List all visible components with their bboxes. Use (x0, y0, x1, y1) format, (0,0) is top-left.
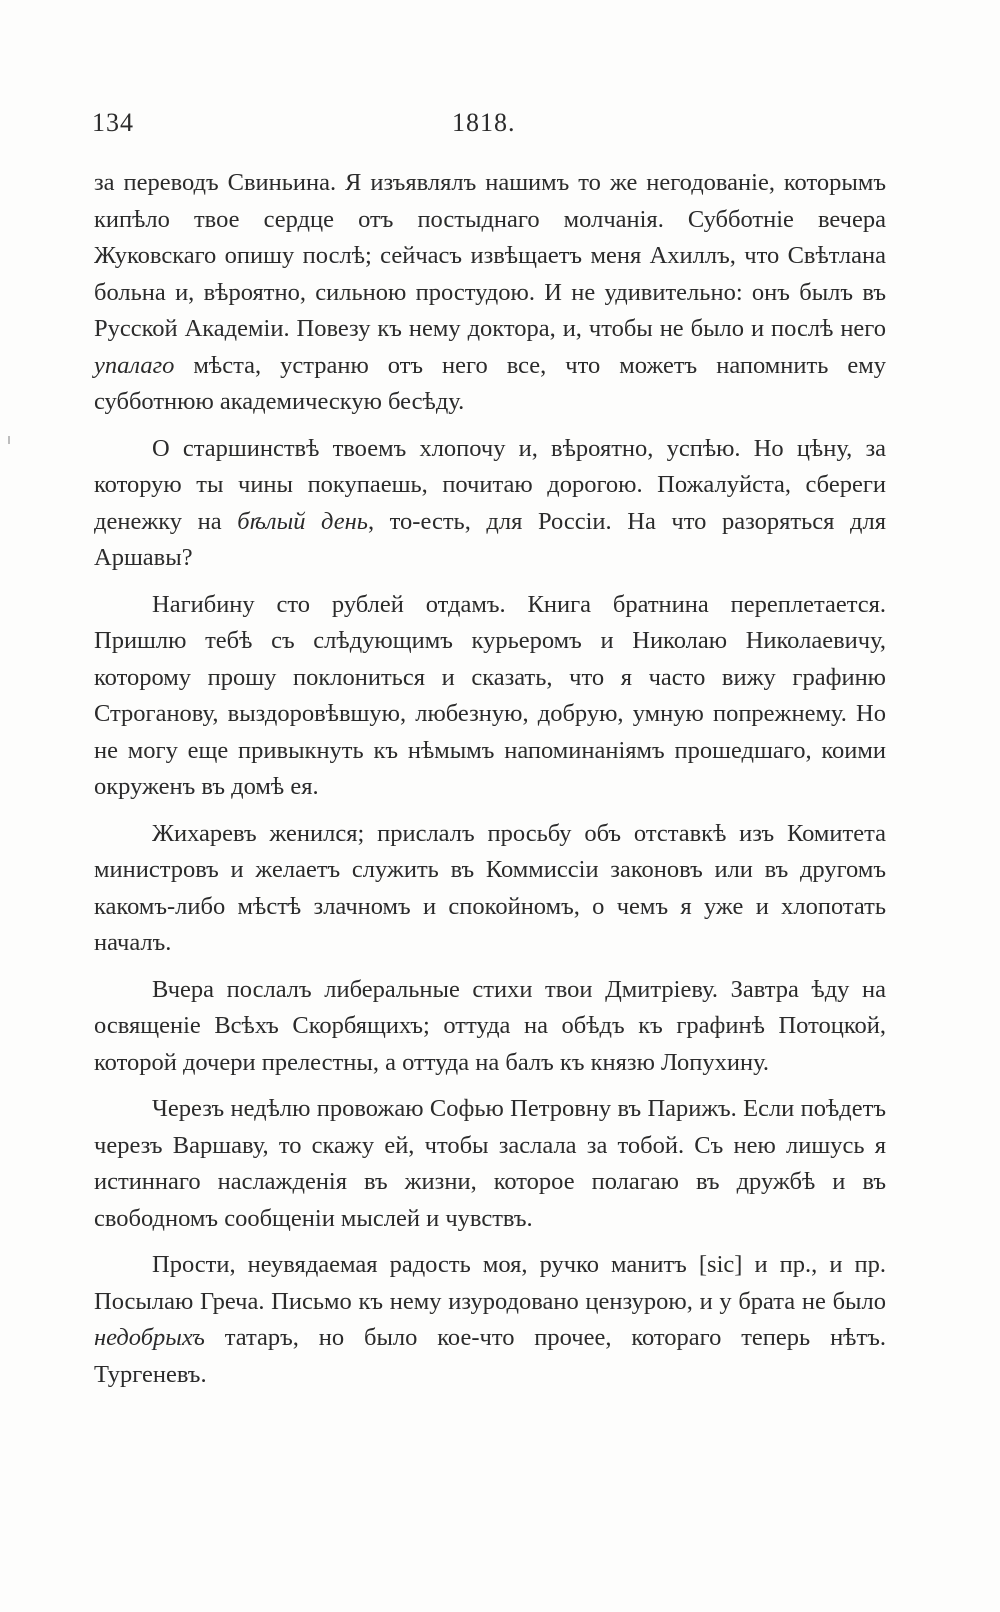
paragraph (94, 587, 886, 806)
page-header (92, 108, 886, 148)
text-run: О старшинствѣ твоемъ хлопочу и, вѣроятно, успѣю. Но цѣну, за которую ты чины покупаешь, почитаю дорогою. Пожалуйста, сбереги денежку на (94, 434, 886, 535)
text-run: Прости, неувядаемая радость моя, ручко манитъ [sic] и пр., и пр. Посылаю Греча. Письмо къ нему изуродовано цензурою, и у брата не было (94, 1251, 886, 1315)
text-run: , то-есть, для Россіи. На что разоряться для Аршавы? (94, 507, 887, 571)
italic-text-run: недобрыхъ (94, 1324, 205, 1351)
paragraph (94, 165, 886, 421)
running-head-year: 1818. (452, 108, 516, 137)
paragraph (94, 1091, 886, 1237)
text-run: мѣста, устраню отъ него все, что можетъ напомнить ему субботнюю академическую бесѣду. (94, 351, 886, 415)
paragraph (94, 1247, 886, 1393)
text-run: татаръ, но было кое-что прочее, котораго теперь нѣтъ. Тургеневъ. (94, 1324, 886, 1388)
paragraph (94, 972, 886, 1082)
paragraph (94, 431, 886, 577)
margin-speck (8, 436, 10, 444)
text-run: Жихаревъ женился; прислалъ просьбу объ отставкѣ изъ Комитета министровъ и желаетъ служить въ Коммиссіи законовъ или въ другомъ какомъ-либо мѣстѣ злачномъ и спокойномъ, о чемъ я уже и хлопотать началъ. (94, 819, 886, 956)
text-run: Черезъ недѣлю провожаю Софью Петровну въ Парижъ. Если поѣдетъ черезъ Варшаву, то скажу ей, чтобы заслала за тобой. Съ нею лишусь я истиннаго наслажденія въ жизни, которое полагаю въ дружбѣ и въ свободномъ сообщеніи мыслей и чувствъ. (94, 1095, 886, 1232)
text-run: Вчера послалъ либеральные стихи твои Дмитріеву. Завтра ѣду на освященіе Всѣхъ Скорбящихъ; оттуда на обѣдъ къ графинѣ Потоцкой, которой дочери прелестны, а оттуда на балъ къ князю Лопухину. (94, 975, 886, 1076)
italic-text-run: упалаго (94, 351, 175, 379)
paragraph (94, 816, 886, 962)
body-text (94, 165, 886, 1403)
text-run: за переводъ Свиньина. Я изъявлялъ нашимъ то же негодованіе, которымъ кипѣло твое сердце отъ постыднаго молчанія. Субботніе вечера Жуковскаго опишу послѣ; сейчасъ извѣщаетъ меня Ахиллъ, что Свѣтлана больна и, вѣроятно, сильною простудою. И не удивительно: онъ былъ въ Русской Академіи. Повезу къ нему доктора, и, чтобы не было и послѣ него (94, 169, 886, 342)
text-run: Нагибину сто рублей отдамъ. Книга братнина переплетается. Пришлю тебѣ съ слѣдующимъ курьеромъ и Николаю Николаевичу, которому прошу поклониться и сказать, что я часто вижу графиню Строганову, выздоровѣвшую, любезную, добрую, умную попрежнему. Но не могу еще привыкнуть къ нѣмымъ напоминаніямъ прошедшаго, коими окруженъ въ домѣ ея. (94, 590, 886, 800)
page-number: 134 (92, 108, 134, 137)
italic-text-run: бѣлый день (237, 507, 368, 535)
